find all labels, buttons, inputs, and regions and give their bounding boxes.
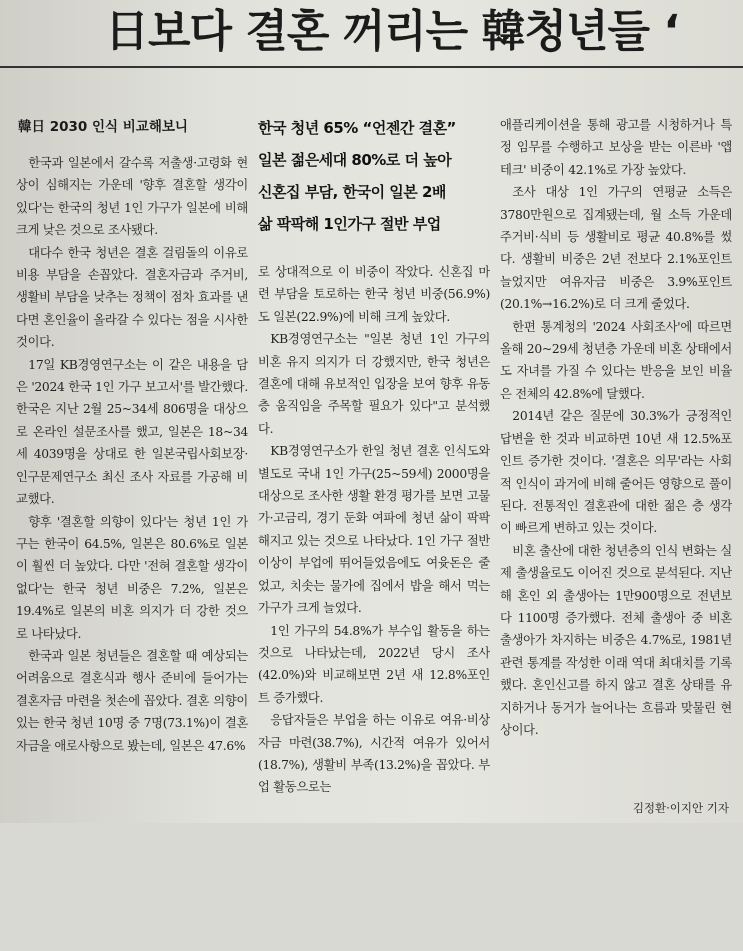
subhead-line: 신혼집 부담, 한국이 일본 2배 — [258, 183, 446, 201]
paragraph: 조사 대상 1인 가구의 연평균 소득은 3780만원으로 집계됐는데, 월 소득 가운데 주거비·식비 등 생활비로 평균 40.8%를 썼다. 생활비 비중은 2년 전보다 2.1%포인트 늘었지만 여유자금 비중은 3.9%포인트(20.1%→16.2%)로 더 크게 줄었다. — [500, 185, 732, 312]
headline-rule — [0, 66, 743, 68]
article-kicker: 韓日 2030 인식 비교해보니 — [18, 119, 188, 135]
paragraph: 응답자들은 부업을 하는 이유로 여유·비상자금 마련(38.7%), 시간적 여유가 있어서(18.7%), 생활비 부족(13.2%)을 꼽았다. 부업 활동으로는 — [258, 713, 490, 795]
article-column-3 — [500, 114, 732, 804]
article-subheadline — [258, 112, 496, 240]
subhead-line: 일본 젊은세대 80%로 더 높아 — [258, 151, 452, 169]
paragraph: 애플리케이션을 통해 광고를 시청하거나 특정 임무를 수행하고 보상을 받는 이른바 '앱테크' 비중이 42.1%로 가장 높았다. — [500, 118, 732, 177]
paragraph: 1인 가구의 54.8%가 부수입 활동을 하는 것으로 나타났는데, 2022년 당시 조사(42.0%)와 비교해보면 2년 새 12.8%포인트 증가했다. — [258, 623, 490, 705]
article-column-2 — [258, 261, 490, 951]
paragraph: 한편 통계청의 '2024 사회조사'에 따르면 올해 20~29세 청년층 가운데 비혼 상태에서도 자녀를 가질 수 있다는 반응을 보인 비율은 전체의 42.8%에 달했다. — [500, 319, 732, 401]
paragraph: 로 상대적으로 이 비중이 작았다. 신혼집 마련 부담을 토로하는 한국 청년 비중(56.9%)도 일본(22.9%)에 비해 크게 높았다. — [258, 265, 490, 324]
article-column-1 — [16, 114, 248, 804]
subhead-line: 삶 팍팍해 1인가구 절반 부업 — [258, 215, 441, 233]
article-headline: 日보다 결혼 꺼리는 韓청년들 ‘ — [105, 6, 680, 57]
paragraph: 대다수 한국 청년은 결혼 걸림돌의 이유로 비용 부담을 손꼽았다. 결혼자금과 주거비, 생활비 부담을 낮추는 정책이 점차 효과를 낸다면 혼인율이 올라갈 수 있다는 점을 시사한 것이다. — [16, 245, 248, 350]
paragraph: 한국과 일본에서 갈수록 저출생·고령화 현상이 심해지는 가운데 '향후 결혼할 생각이 있다'는 한국의 청년 1인 가구가 일본에 비해 크게 낮은 것으로 조사됐다. — [16, 156, 248, 238]
subhead-line: 한국 청년 65% “언젠간 결혼” — [258, 119, 456, 137]
paragraph: KB경영연구소가 한일 청년 결혼 인식도와 별도로 국내 1인 가구(25~59세) 2000명을 대상으로 조사한 생활 환경 평가를 보면 고물가·고금리, 경기 둔화 여파에 청년 삶이 팍팍해지고 있는 것으로 나타났다. 1인 가구 절반 이상이 부업에 뛰어들었음에도 여윳돈은 줄었고, 치솟는 물가에 집에서 밥을 해서 먹는 가구가 크게 늘었다. — [258, 444, 490, 616]
paragraph: 17일 KB경영연구소는 이 같은 내용을 담은 '2024 한국 1인 가구 보고서'를 발간했다. 한국은 지난 2월 25~34세 806명을 대상으로 온라인 설문조사를 했고, 일본은 18~34세 4039명을 상대로 한 일본국립사회보장·인구문제연구소 최신 조사 자료를 가공해 비교했다. — [16, 357, 248, 507]
paragraph: KB경영연구소는 "일본 청년 1인 가구의 비혼 유지 의지가 더 강했지만, 한국 청년은 결혼에 대해 유보적인 입장을 보여 향후 유동층 움직임을 주목할 필요가 있다"고 분석했다. — [258, 332, 490, 436]
paragraph: 비혼 출산에 대한 청년층의 인식 변화는 실제 출생율로도 이어진 것으로 분석된다. 지난해 혼인 외 출생아는 1만900명으로 전년보다 1100명 증가했다. 전체 출생아 중 비혼 출생아가 차지하는 비중은 4.7%로, 1981년 관련 통계를 작성한 이래 역대 최대치를 기록했다. 혼인신고를 하지 않고 결혼 상태를 유지하거나 동거가 늘어나는 흐름과 맞물린 현상이다. — [500, 543, 732, 737]
paragraph: 향후 '결혼할 의향이 있다'는 청년 1인 가구는 한국이 64.5%, 일본은 80.6%로 일본이 훨씬 더 높았다. 다만 '전혀 결혼할 생각이 없다'는 한국 청년 비중은 7.2%, 일본은 19.4%로 일본의 비혼 의지가 더 강한 것으로 나타났다. — [16, 514, 248, 641]
paragraph: 한국과 일본 청년들은 결혼할 때 예상되는 어려움으로 결혼식과 행사 준비에 들어가는 결혼자금 마련을 첫손에 꼽았다. 결혼 의향이 있는 한국 청년 10명 중 7명(73.1%)이 결혼자금을 애로사항으로 봤는데, 일본은 47.6% — [16, 648, 248, 753]
article-byline: 김정환·이지안 기자 — [632, 801, 729, 815]
paragraph: 2014년 같은 질문에 30.3%가 긍정적인 답변을 한 것과 비교하면 10년 새 12.5%포인트 증가한 것이다. '결혼은 의무'라는 사회적 인식이 과거에 비해 줄어든 영향으로 풀이된다. 전통적인 결혼관에 대한 젊은 층 생각이 빠르게 변하고 있는 것이다. — [500, 409, 732, 536]
